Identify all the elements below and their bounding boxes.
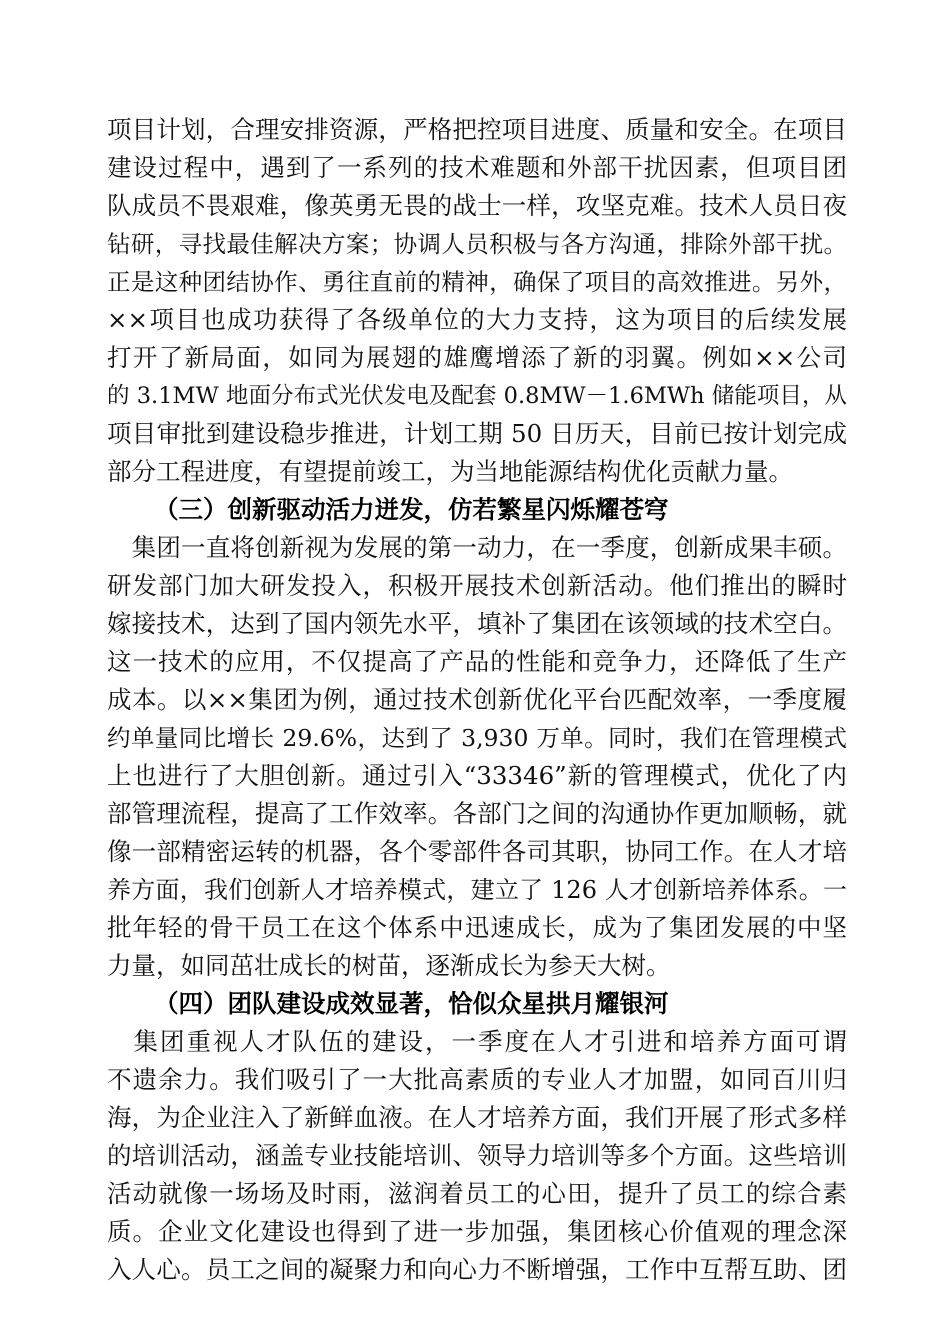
paragraph-1-line: 部分工程进度，有望提前竣工，为当地能源结构优化贡献力量。 (107, 457, 793, 486)
paragraph-2-line: 部管理流程，提高了工作效率。各部门之间的沟通协作更加顺畅，就 (107, 799, 847, 828)
paragraph-1-line: 打开了新局面，如同为展翅的雄鹰增添了新的羽翼。例如××公司 (107, 343, 847, 372)
paragraph-3-line: 的培训活动，涵盖专业技能培训、领导力培训等多个方面。这些培训 (107, 1141, 847, 1170)
paragraph-1-line: 项目计划，合理安排资源，严格把控项目进度、质量和安全。在项目 (107, 115, 847, 144)
paragraph-3-line: 质。企业文化建设也得到了进一步加强，集团核心价值观的理念深 (107, 1217, 847, 1246)
paragraph-2-line: 成本。以××集团为例，通过技术创新优化平台匹配效率，一季度履 (107, 685, 847, 714)
paragraph-2-line: 养方面，我们创新人才培养模式，建立了 126 人才创新培养体系。一 (107, 876, 847, 904)
paragraph-1-line: 钻研，寻找最佳解决方案；协调人员积极与各方沟通，排除外部干扰。 (107, 230, 847, 258)
paragraph-3-line: 海，为企业注入了新鲜血液。在人才培养方面，我们开展了形式多样 (107, 1103, 847, 1132)
paragraph-3-line: 集团重视人才队伍的建设，一季度在人才引进和培养方面可谓 (107, 1027, 847, 1056)
paragraph-1-line: 队成员不畏艰难，像英勇无畏的战士一样，攻坚克难。技术人员日夜 (107, 191, 847, 220)
paragraph-2-line: 这一技术的应用，不仅提高了产品的性能和竞争力，还降低了生产 (107, 647, 847, 676)
paragraph-2-line: 集团一直将创新视为发展的第一动力，在一季度，创新成果丰硕。 (107, 533, 847, 562)
section-heading-3: （三）创新驱动活力迸发，仿若繁星闪烁耀苍穹 (154, 495, 669, 524)
paragraph-2-line: 上也进行了大胆创新。通过引入“33346”新的管理模式，优化了内 (107, 761, 847, 790)
paragraph-3-line: 活动就像一场场及时雨，滋润着员工的心田，提升了员工的综合素 (107, 1179, 847, 1208)
paragraph-3-line: 入人心。员工之间的凝聚力和向心力不断增强，工作中互帮互助、团 (107, 1255, 847, 1284)
paragraph-1-line: 建设过程中，遇到了一系列的技术难题和外部干扰因素，但项目团 (107, 153, 847, 182)
paragraph-1-line: ××项目也成功获得了各级单位的大力支持，这为项目的后续发展 (107, 305, 847, 334)
paragraph-1-line: 的 3.1MW 地面分布式光伏发电及配套 0.8MW－1.6MWh 储能项目，从 (107, 383, 847, 409)
paragraph-1-line: 正是这种团结协作、勇往直前的精神，确保了项目的高效推进。另外， (107, 268, 847, 296)
section-heading-4: （四）团队建设成效显著，恰似众星拱月耀银河 (154, 989, 669, 1018)
paragraph-2-line: 研发部门加大研发投入，积极开展技术创新活动。他们推出的瞬时 (107, 571, 847, 600)
paragraph-1-line: 项目审批到建设稳步推进，计划工期 50 日历天，目前已按计划完成 (107, 419, 847, 448)
paragraph-2-line: 嫁接技术，达到了国内领先水平，填补了集团在该领域的技术空白。 (107, 609, 847, 638)
paragraph-2-line: 批年轻的骨干员工在这个体系中迅速成长，成为了集团发展的中坚 (107, 913, 847, 942)
paragraph-3-line: 不遗余力。我们吸引了一大批高素质的专业人才加盟，如同百川归 (107, 1065, 847, 1094)
paragraph-2-line: 约单量同比增长 29.6%，达到了 3,930 万单。同时，我们在管理模式 (107, 724, 847, 752)
paragraph-2-line: 像一部精密运转的机器，各个零部件各司其职，协同工作。在人才培 (107, 837, 847, 866)
paragraph-2-line: 力量，如同茁壮成长的树苗，逐渐成长为参天大树。 (107, 951, 671, 980)
